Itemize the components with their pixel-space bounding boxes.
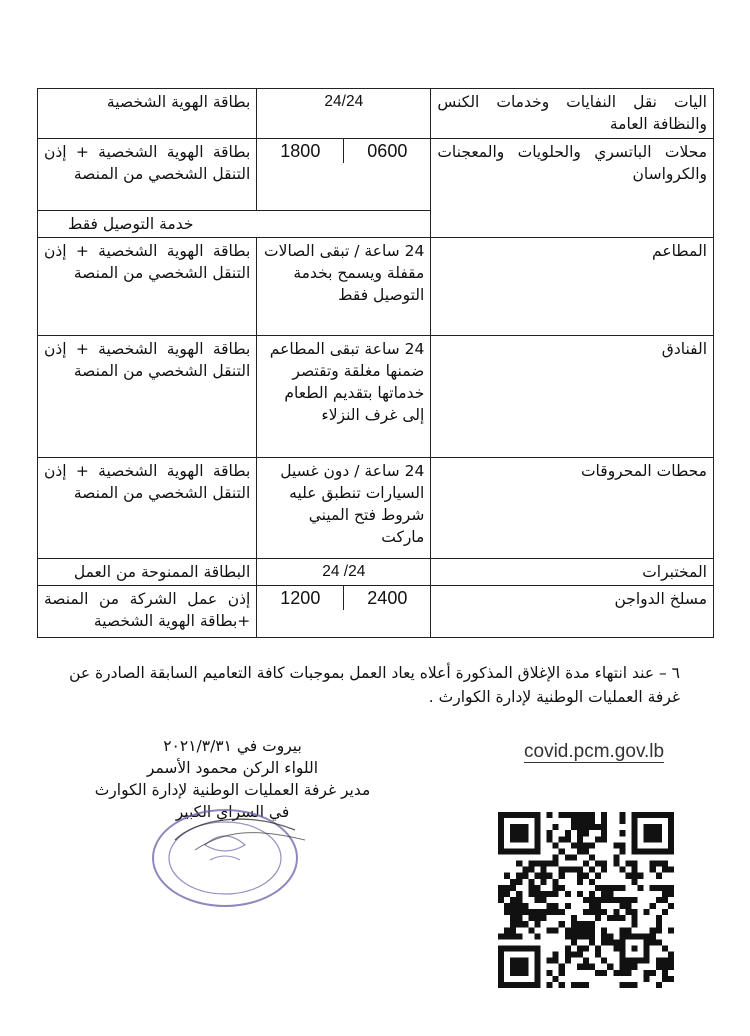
table-row	[38, 458, 714, 559]
table-row	[38, 89, 714, 139]
official-stamp	[135, 800, 315, 910]
hours-cell: 24 ساعة / دون غسيل السيارات تنطبق عليه شروط فتح الميني ماركت	[257, 458, 431, 559]
signatory-title: مدير غرفة العمليات الوطنية لإدارة الكوارث	[94, 781, 371, 799]
document-cell: بطاقة الهوية الشخصية + إذن التنقل الشخصي من المنصة	[38, 336, 257, 458]
document-cell: بطاقة الهوية الشخصية	[38, 89, 257, 139]
document-cell: بطاقة الهوية الشخصية + إذن التنقل الشخصي من المنصة	[38, 458, 257, 559]
signatory-name: اللواء الركن محمود الأسمر	[146, 759, 319, 777]
hours-cell: 24 ساعة تبقى المطاعم ضمنها مغلقة وتقتصر خدماتها بتقديم الطعام إلى غرف النزلاء	[257, 336, 431, 458]
closing-time: 1200	[280, 588, 321, 608]
sector-cell: الفنادق	[431, 336, 714, 458]
closing-time: 1800	[280, 141, 321, 161]
opening-time: 2400	[343, 586, 430, 610]
table-row	[38, 139, 714, 211]
document-cell: بطاقة الهوية الشخصية + إذن التنقل الشخصي من المنصة	[38, 238, 257, 336]
sector-cell: مسلخ الدواجن	[431, 586, 714, 638]
sector-cell: اليات نقل النفايات وخدمات الكنس والنظافة العامة	[431, 89, 714, 139]
hours-cell: 24 ساعة / تبقى الصالات مقفلة ويسمح بخدمة التوصيل فقط	[257, 238, 431, 336]
sector-cell: محلات الباتسري والحلويات والمعجنات والكرواسان	[431, 139, 714, 238]
hours-cell: 24/ 24	[257, 559, 431, 586]
date-line: بيروت في ٢٠٢١/٣/٣١	[163, 737, 302, 755]
qr-code	[498, 812, 674, 988]
document-cell: البطاقة الممنوحة من العمل	[38, 559, 257, 586]
hours-cell	[257, 139, 431, 211]
hours-cell: 24/24	[257, 89, 431, 139]
document-cell: إذن عمل الشركة من المنصة +بطاقة الهوية الشخصية	[38, 586, 257, 638]
document-cell: بطاقة الهوية الشخصية + إذن التنقل الشخصي من المنصة	[38, 139, 257, 211]
sector-cell: المطاعم	[431, 238, 714, 336]
hours-cell	[257, 586, 431, 638]
table-row	[38, 336, 714, 458]
signatory-location: في السراي الكبير	[175, 803, 290, 821]
delivery-note-cell: خدمة التوصيل فقط	[38, 211, 431, 238]
opening-time: 0600	[343, 139, 430, 163]
closing-note: ٦ – عند انتهاء مدة الإغلاق المذكورة أعلاه يعاد العمل بموجبات كافة التعاميم السابقة الصادرة عن غرفة العمليات الوطنية لإدارة الكوارث .	[69, 664, 680, 706]
table-row	[38, 559, 714, 586]
sector-cell: محطات المحروقات	[431, 458, 714, 559]
schedule-table	[37, 88, 714, 638]
sector-cell: المختبرات	[431, 559, 714, 586]
table-row	[38, 586, 714, 638]
table-row	[38, 238, 714, 336]
website-link[interactable]: covid.pcm.gov.lb	[524, 741, 665, 762]
